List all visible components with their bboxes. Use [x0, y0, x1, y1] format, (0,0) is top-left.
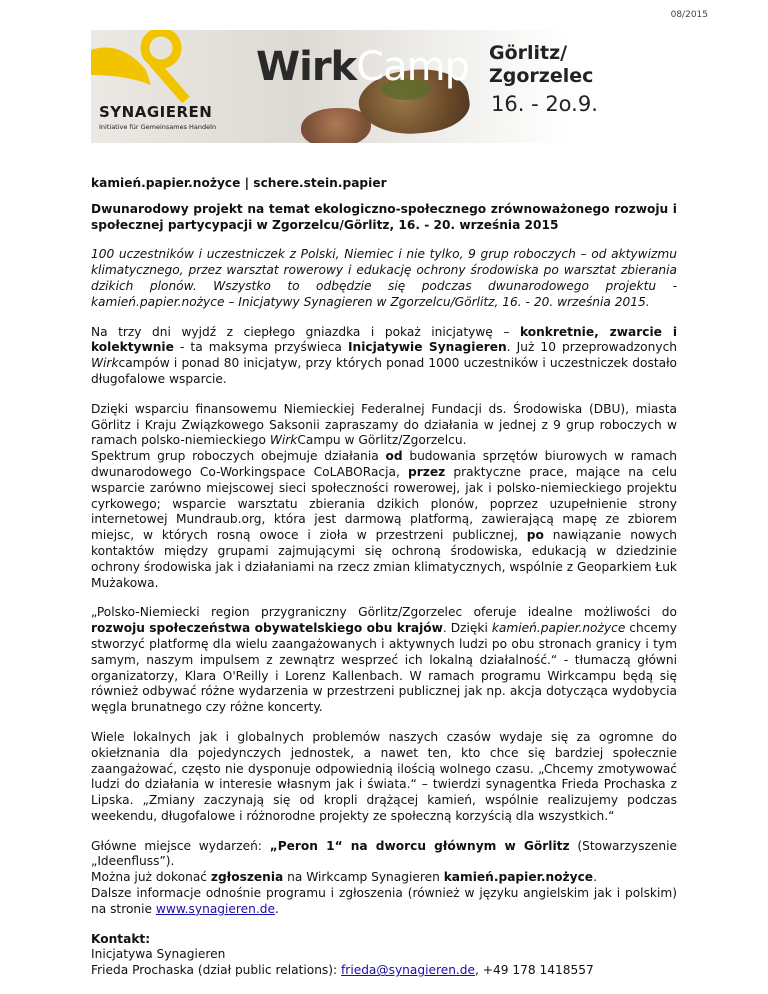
synagieren-tagline: Initiative für Gemeinsames Handeln [99, 123, 217, 131]
contact-person: Frieda Prochaska (dział public relations): frieda@synagieren.de, +49 178 1418557 [91, 963, 594, 978]
document-title: kamień.papier.nożyce | schere.stein.papier [91, 176, 387, 190]
contact-heading: Kontakt: [91, 931, 151, 946]
document-subtitle: Dwunarodowy projekt na temat ekologiczno-społecznego zrównoważonego rozwoju i społecznej partycypacji w Zgorzelcu/Görlitz, 16. - 20. września 2015 [91, 201, 677, 232]
stone-image [301, 108, 371, 143]
banner-location: Görlitz/ Zgorzelec [489, 42, 594, 87]
banner-dates: 16. - 2o.9. [491, 92, 598, 116]
paragraph: Główne miejsce wydarzeń: „Peron 1“ na dworcu głównym w Görlitz (Stowarzyszenie „Ideenfluss”). [91, 838, 677, 869]
document-date: 08/2015 [670, 10, 708, 20]
paragraph: Dzięki wsparciu finansowemu Niemieckiej Federalnej Fundacji ds. Środowiska (DBU), miasta Görlitz i Kraju Związkowego Saksonii zapraszamy do działania w jednej z 9 grup roboczych w ramach polsko-niemieckiego WirkCampu w Görlitz/Zgorzelcu. [91, 401, 677, 448]
paragraph: Wiele lokalnych jak i globalnych problemów naszych czasów wydaje się za ogromne do okiełznania dla pojedynczych jednostek, a nawet ten, kto chce się bardziej społecznie zaangażować, często nie dysponuje odpowiednią ilością wolnego czasu. „Chcemy zmotywować ludzi do działania w interesie własnym jak i świata.“ – twierdzi synagentka Frieda Prochaska z Lipska. „Zmiany zaczynają się od kropli drążącej kamień, wspólnie realizujemy podczas weekendu, długofalowe i różnorodne projekty ze społeczną korzyścią dla wszystkich.“ [91, 729, 677, 823]
wirkcamp-logo: WirkCamp [256, 44, 469, 90]
paragraph: Na trzy dni wyjdź z ciepłego gniazdka i pokaż inicjatywę – konkretnie, zwarcie i kolektywnie - ta maksyma przyświeca Inicjatywie Synagieren. Już 10 przeprowadzonych Wirkcampów i ponad 80 inicjatyw, przy których ponad 1000 uczestników i uczestniczek dostało długofalowe wsparcie. [91, 324, 677, 386]
website-link[interactable]: www.synagieren.de [155, 901, 275, 916]
synagieren-logo: SYNAGIEREN [99, 103, 213, 121]
email-link[interactable]: frieda@synagieren.de [341, 963, 476, 978]
intro-paragraph: 100 uczestników i uczestniczek z Polski, Niemiec i nie tylko, 9 grup roboczych – od aktywizmu klimatycznego, przez warsztat rowerowy i edukację ochrony środowiska po warsztat zbierania dzikich plonów. Wszystko to odbędzie się podczas dwunarodowego projektu - kamień.papier.nożyce – Inicjatywy Synagieren w Zgorzelcu/Görlitz, 16. - 20. września 2015. [91, 247, 677, 309]
paragraph: „Polsko-Niemiecki region przygraniczny Görlitz/Zgorzelec oferuje idealne możliwości do rozwoju społeczeństwa obywatelskiego obu krajów. Dzięki kamień.papier.nożyce chcemy stworzyć platformę dla wielu zaangażowanych i aktywnych ludzi po obu stronach granicy i tym samym, naszym impulsem z zewnątrz wesprzeć ich lokalną działalność.“ - tłumaczą główni organizatorzy, Klara O'Reilly i Lorenz Kallenbach. W ramach programu Wirkcampu będą się również odbywać różne wydarzenia w przestrzeni publicznej jak np. akcja dotycząca wydobycia węgla brunatnego czy różne koncerty. [91, 605, 678, 715]
document-body [91, 176, 677, 979]
paragraph: Dalsze informacje odnośnie programu i zgłoszenia (również w języku angielskim jak i polskim) na stronie www.synagieren.de. [91, 886, 677, 916]
paragraph: Spektrum grup roboczych obejmuje działania od budowania sprzętów biurowych w ramach dwunarodowego Co-Workingspace CoLABORacja, przez praktyczne prace, mające na celu wsparcie zarówno miejscowej sieci społeczności rowerowej, jak i polsko-niemieckiego projektu cyrkowego; wsparcie warsztatu zbierania dzikich plonów, poprzez uzupełnienie strony internetowej Mundraub.org, która jest darmową platformą, zawierającą mapę ze zbiorem miejsc, w których rosną owoce i zioła w przestrzeni publicznej, po nawiązanie nowych kontaktów między grupami zajmującymi się ochroną środowiska, edukacją w dziedzinie ochrony środowiska jak i działaniami na rzecz zmian klimatycznych, wspólnie z Geoparkiem Łuk Mużakowa. [91, 449, 678, 590]
contact-org: Inicjatywa Synagieren [91, 947, 226, 962]
wirkcamp-banner [91, 30, 678, 143]
paragraph: Można już dokonać zgłoszenia na Wirkcamp Synagieren kamień.papier.nożyce. [91, 870, 597, 885]
